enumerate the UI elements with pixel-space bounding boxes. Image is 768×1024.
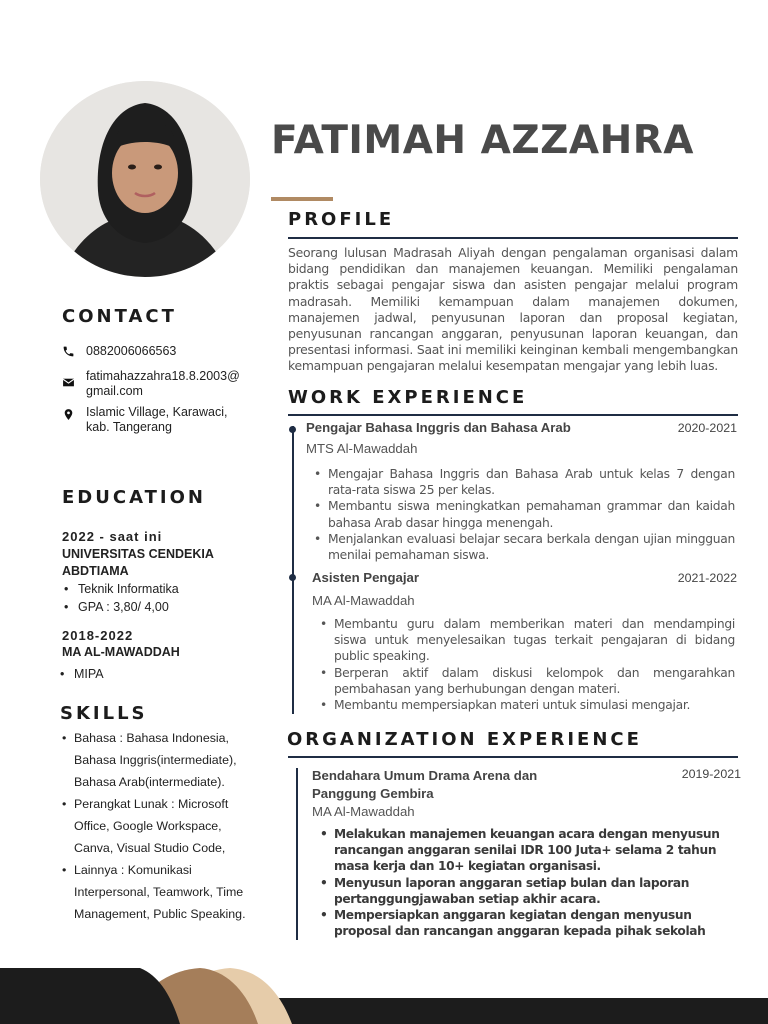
list-item: • Membantu guru dalam memberikan materi dan mendampingi siswa untuk menyelesaikan tugas terkait pengajaran di bidang public speaking.: [334, 616, 735, 665]
job-organization: MTS Al-Mawaddah: [306, 441, 418, 456]
education-period: 2022 - saat ini: [62, 529, 163, 544]
list-item: • Menjalankan evaluasi belajar secara berkala dengan ujian mingguan menilai pemahaman siswa.: [328, 531, 735, 563]
name-accent-bar: [271, 197, 333, 201]
skill-item: • Bahasa : Bahasa Indonesia, Bahasa Inggris(intermediate), Bahasa Arab(intermediate).: [62, 727, 262, 793]
timeline-line: [292, 426, 294, 714]
list-item: • Membantu mempersiapkan materi untuk simulasi mengajar.: [334, 697, 735, 713]
email-line-1: fatimahazzahra18.8.2003@: [86, 369, 240, 383]
education-school: MA AL-MAWADDAH: [62, 645, 180, 659]
skill-item: • Lainnya : Komunikasi Interpersonal, Teamwork, Time Management, Public Speaking.: [62, 859, 262, 925]
job-date: 2020-2021: [677, 421, 737, 435]
org-organization: MA Al-Mawaddah: [312, 804, 415, 819]
profile-divider: [288, 237, 738, 239]
skills-list: [62, 727, 262, 925]
timeline-line: [296, 768, 298, 940]
education-school: UNIVERSITAS CENDEKIA ABDTIAMA: [62, 547, 214, 578]
job-bullets: [328, 466, 735, 563]
list-item: • Menyusun laporan anggaran setiap bulan dan laporan pertanggungjawaban setiap akhir acara.: [334, 875, 734, 907]
org-role-title: Bendahara Umum Drama Arena dan Panggung Gembira: [312, 768, 538, 801]
timeline-dot: [289, 574, 296, 581]
list-item: • Membantu siswa meningkatkan pemahaman grammar dan kaidah bahasa Arab dasar hingga menengah.: [328, 498, 735, 530]
profile-heading: PROFILE: [288, 209, 395, 230]
job-organization: MA Al-Mawaddah: [312, 593, 415, 608]
education-period: 2018-2022: [62, 628, 134, 643]
contact-address: [60, 405, 228, 435]
timeline-dot: [289, 426, 296, 433]
address-line-1: Islamic Village, Karawaci,: [86, 405, 228, 419]
profile-text: Seorang lulusan Madrasah Aliyah dengan pengalaman organisasi dalam bidang pendidikan dan manajemen keuangan. Memiliki pengalaman praktis sebagai pengajar siswa dan asisten pengajar melalui program madrasah. Memiliki kemampuan dalam manajemen dokumen, manajemen jadwal, penyusunan laporan dan proposal kegiatan, penyusunan rancangan anggaran, penyusunan laporan keuangan, dan presentasi informasi. Saat ini memiliki keinginan kembali mengembangkan kemampuan pengajaran melalui kesempatan mengajar yang lebih luas.: [288, 245, 738, 374]
address-line-2: kab. Tangerang: [86, 420, 172, 434]
organization-divider: [288, 756, 738, 758]
job-title: Pengajar Bahasa Inggris dan Bahasa Arab: [306, 420, 571, 435]
list-item: • Berperan aktif dalam diskusi kelompok dan mengarahkan pembahasan yang berhubungan dengan materi.: [334, 665, 735, 697]
skills-heading: SKILLS: [60, 703, 148, 724]
education-heading: EDUCATION: [62, 487, 206, 508]
profile-photo: [40, 81, 250, 277]
portrait-image: [40, 81, 250, 277]
phone-number: 0882006066563: [86, 344, 177, 358]
education-details: [74, 665, 104, 683]
contact-heading: CONTACT: [62, 306, 177, 327]
job-bullets: [334, 616, 735, 713]
contact-phone: [60, 344, 176, 359]
organization-experience-heading: ORGANIZATION EXPERIENCE: [287, 729, 642, 750]
location-pin-icon: [60, 407, 76, 422]
job-title: Asisten Pengajar: [312, 570, 420, 585]
list-item: • Mengajar Bahasa Inggris dan Bahasa Arab untuk kelas 7 dengan rata-rata siswa 25 per kelas.: [328, 466, 735, 498]
org-bullets: [334, 826, 734, 939]
list-item: • GPA : 3,80/ 4,00: [78, 598, 179, 616]
skill-item: • Perangkat Lunak : Microsoft Office, Google Workspace, Canva, Visual Studio Code,: [62, 793, 262, 859]
work-divider: [288, 414, 738, 416]
org-date: 2019-2021: [681, 767, 741, 781]
candidate-name: FATIMAH AZZAHRA: [271, 118, 694, 163]
list-item: • Teknik Informatika: [78, 580, 179, 598]
email-icon: [60, 375, 76, 390]
list-item: • Mempersiapkan anggaran kegiatan dengan menyusun proposal dan rancangan anggaran kepada pihak sekolah: [334, 907, 734, 939]
email-line-2: gmail.com: [86, 384, 143, 398]
list-item: • MIPA: [74, 665, 104, 683]
contact-email: [60, 369, 240, 399]
footer-decoration: [0, 968, 768, 1024]
phone-icon: [60, 344, 76, 359]
work-experience-heading: WORK EXPERIENCE: [288, 387, 528, 408]
education-details: [78, 580, 179, 616]
job-date: 2021-2022: [677, 571, 737, 585]
list-item: • Melakukan manajemen keuangan acara dengan menyusun rancangan anggaran senilai IDR 100 Juta+ selama 2 tahun masa kerja dan 10+ kegiatan organisasi.: [334, 826, 734, 875]
